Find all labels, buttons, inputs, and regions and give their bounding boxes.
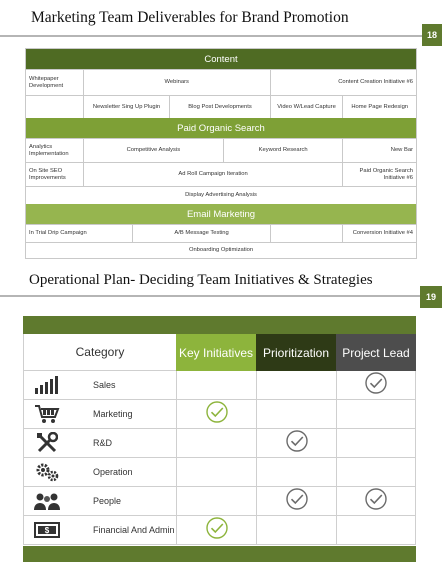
section-header-content: Content xyxy=(26,49,416,69)
table-row xyxy=(23,371,416,400)
gears-icon xyxy=(23,458,69,486)
table-row xyxy=(26,224,416,242)
shopping-cart-icon xyxy=(23,400,69,428)
title-divider xyxy=(0,295,422,297)
project-lead-cell xyxy=(336,400,416,428)
table-header-row xyxy=(23,334,416,371)
table-cell: Blog Post Developments xyxy=(169,96,269,118)
project-lead-cell xyxy=(336,458,416,486)
bar-chart-icon xyxy=(23,371,69,399)
table-body xyxy=(23,371,416,545)
table-row xyxy=(26,138,416,162)
slide-title: Marketing Team Deliverables for Brand Promotion xyxy=(31,9,349,26)
key-initiatives-cell xyxy=(176,516,256,544)
project-lead-cell xyxy=(336,516,416,544)
table-cell: In Trial Drip Campaign xyxy=(29,230,87,237)
category-label: Operation xyxy=(93,467,133,477)
table-cell: Video W/Lead Capture xyxy=(270,96,343,118)
table-cell: Competitive Analysis xyxy=(83,139,223,162)
header-category: Category xyxy=(23,334,176,371)
check-circle-icon xyxy=(364,371,388,400)
key-initiatives-cell xyxy=(176,458,256,486)
header-key-initiatives: Key Initiatives xyxy=(176,334,256,371)
header-prioritization: Prioritization xyxy=(256,334,336,371)
table-row xyxy=(26,69,416,95)
table-cell xyxy=(26,96,83,118)
prioritization-cell xyxy=(256,400,336,428)
people-icon xyxy=(23,487,69,515)
table-cell: A/B Message Testing xyxy=(132,225,269,242)
key-initiatives-cell xyxy=(176,487,256,515)
category-label: R&D xyxy=(93,438,113,448)
check-circle-icon xyxy=(364,487,388,516)
section-header-paid-search: Paid Organic Search xyxy=(26,118,416,138)
prioritization-cell xyxy=(256,458,336,486)
category-label: Marketing xyxy=(93,409,133,419)
table-cell: New Bar xyxy=(342,139,416,162)
prioritization-cell xyxy=(256,429,336,457)
category-label: People xyxy=(93,496,122,506)
slide-title: Operational Plan- Deciding Team Initiatives & Strategies xyxy=(29,272,373,288)
page-number: 18 xyxy=(422,24,442,46)
slide-18 xyxy=(0,0,442,272)
project-lead-cell xyxy=(336,429,416,457)
table-row xyxy=(26,95,416,118)
table-cell: Newsletter Sing Up Plugin xyxy=(83,96,170,118)
check-circle-icon xyxy=(205,516,229,545)
money-icon xyxy=(23,516,69,544)
svg-text:$: $ xyxy=(44,526,49,535)
tools-icon xyxy=(23,429,69,457)
key-initiatives-cell xyxy=(176,429,256,457)
table-cell: Onboarding Optimization xyxy=(188,247,254,254)
table-row xyxy=(26,162,416,186)
table-row xyxy=(23,429,416,458)
category-label: Sales xyxy=(93,380,116,390)
table-cell: Whitepaper Development xyxy=(29,75,64,89)
check-circle-icon xyxy=(285,487,309,516)
page-number: 19 xyxy=(420,286,442,308)
key-initiatives-cell xyxy=(176,371,256,399)
table-cell: Display Advertising Analysis xyxy=(185,192,257,199)
table-cell: Content Creation Initiative #6 xyxy=(270,70,416,95)
table-cell: Conversion Initiative #4 xyxy=(342,225,416,242)
operational-plan-table xyxy=(23,316,416,562)
table-row xyxy=(23,487,416,516)
deliverables-table xyxy=(25,48,417,259)
check-circle-icon xyxy=(285,429,309,458)
table-cell: On Site SEO Improvements xyxy=(29,167,66,181)
project-lead-cell xyxy=(336,487,416,515)
project-lead-cell xyxy=(336,371,416,399)
table-top-bar xyxy=(23,316,416,334)
prioritization-cell xyxy=(256,487,336,515)
prioritization-cell xyxy=(256,516,336,544)
check-circle-icon xyxy=(205,400,229,429)
table-row xyxy=(23,516,416,545)
title-divider xyxy=(0,35,422,37)
table-row xyxy=(26,242,416,258)
table-cell: Analytics Implementation xyxy=(29,143,69,157)
table-cell: Paid Organic Search Initiative #6 xyxy=(342,163,416,186)
table-cell: Home Page Redesign xyxy=(342,96,416,118)
table-cell: Keyword Research xyxy=(223,139,342,162)
section-header-email: Email Marketing xyxy=(26,204,416,224)
table-cell xyxy=(270,225,343,242)
table-bottom-bar xyxy=(23,546,416,562)
header-project-lead: Project Lead xyxy=(336,334,416,371)
table-cell: Webinars xyxy=(83,70,270,95)
prioritization-cell xyxy=(256,371,336,399)
category-label: Financial And Admin xyxy=(93,525,175,535)
table-row xyxy=(26,186,416,204)
key-initiatives-cell xyxy=(176,400,256,428)
table-row xyxy=(23,400,416,429)
slide-19 xyxy=(0,272,442,572)
table-cell: Ad Roll Campaign Iteration xyxy=(83,163,343,186)
table-row xyxy=(23,458,416,487)
